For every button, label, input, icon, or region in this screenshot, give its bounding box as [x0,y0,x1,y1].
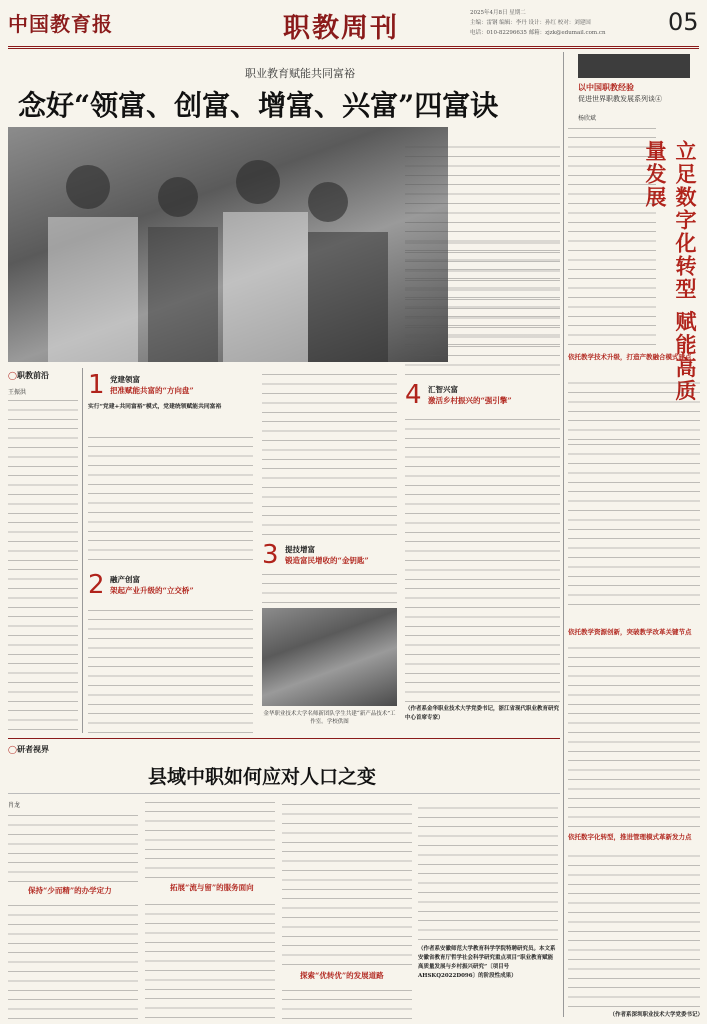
bottom-headline: 县域中职如何应对人口之变 [148,766,377,788]
section-divider [8,738,560,739]
section-4-body [405,412,560,702]
column-divider-right [563,52,564,1017]
section-1-body [88,432,253,560]
newspaper-masthead: 中国教育报 [8,12,113,36]
right-feature-body-2 [568,380,700,440]
contact-info: 电话：010-82296635 邮箱：zjzk@edumail.com.cn [470,30,606,36]
section-subtitle-3: 锻造富民增收的“金钥匙” [285,556,369,565]
column-bullet-icon: ◯ [8,370,17,380]
right-feature-body-1 [568,125,656,345]
section-number-3: 3 [262,540,279,570]
bottom-fund-note: （作者系安徽师范大学教育科学学院特聘研究员。本文系安徽省教育厅哲学社会科学研究重点项目“职业教育赋能高质量发展与乡村振兴研究”〔项目号AHSKQ2022D096〕的阶段性成果） [418,946,556,979]
kicker: 职业教育赋能共同富裕 [245,67,355,80]
bottom-col-2-body-b [145,896,275,1018]
header-rule-thin [8,48,699,49]
sidebar-column-name: 职教前沿 [16,370,49,380]
section-3-lead [262,573,397,603]
bottom-column-name: 研者视界 [16,744,49,754]
section-subtitle-2: 架起产业升级的“立交桥” [110,586,194,595]
main-author-note: （作者系金华职业技术大学党委书记，浙江省现代职业教育研究中心首席专家） [405,706,560,721]
section-number-4: 4 [405,380,422,410]
bottom-col-2-body-a [145,800,275,878]
photo-people-icon [8,127,448,362]
section-number-2: 2 [88,570,105,600]
bottom-col-3-body-b [282,985,412,1019]
right-feature-title: 立足数字化转型 赋能高质量发展 [643,140,698,403]
section-title-2: 融产创富 [110,575,140,584]
column-divider-left [82,368,83,733]
column-bullet-icon-2: ◯ [8,744,17,754]
right-feature-author: 杨欣斌 [578,115,597,122]
bottom-col-3-body-a [282,800,412,965]
sidebar-body [8,400,78,730]
right-feature-body-4 [568,642,700,827]
section-title-4: 汇智兴富 [428,385,458,394]
section-subtitle-1: 把准赋能共富的“方向盘” [110,386,194,395]
right-feature-body-5 [568,847,700,1007]
bottom-subhead-2: 拓展“流与留”的服务面向 [170,883,254,892]
section-title-3: 提技增富 [285,545,315,554]
secondary-photo [262,608,397,706]
bottom-col-1-body-a [8,812,138,882]
section-2-body [88,603,253,733]
issue-date: 2025年4月8日 星期二 [470,10,526,16]
photo-caption: 金华职业技术大学名师新团队学生共建“新产品技术”工作室。学校供图 [263,711,396,725]
page-number: 05 [668,8,699,36]
right-subhead-2: 依托教学资源创新，突破教学改革关键节点 [568,628,692,636]
lead-bold-text: 实行“党建+共同富裕”模式，党建统领赋能共同富裕 [88,404,222,410]
bottom-column-label [8,744,83,758]
right-subhead-1: 依托教学技术升级，打造产教融合模式建点 [568,353,692,361]
series-subtitle: 促进世界职教发展系列谈④ [578,95,662,103]
header-rule [8,46,699,47]
right-subhead-3: 依托数字化转型，推进管理模式革新发力点 [568,833,692,841]
bottom-col-4-body [418,800,558,940]
bottom-author: 肖龙 [8,802,21,809]
column-2-body [262,370,397,535]
right-feature-body-3 [568,440,700,605]
section-subtitle-4: 激活乡村振兴的“强引擎” [428,396,512,405]
right-author-note: （作者系深圳职业技术大学党委书记） [609,1012,703,1018]
column-3-body-mid [405,235,560,375]
sidebar-author: 王振洪 [8,389,27,396]
bottom-subhead-3: 探索“优转优”的发展道路 [300,971,384,980]
section-number-1: 1 [88,370,105,400]
series-brand: 以中国职教经验 [578,82,634,92]
bottom-col-1-body-b [8,899,138,1019]
bottom-subhead-1: 保持“少而精”的办学定力 [28,886,112,895]
series-logo-box [578,54,690,78]
sidebar-column-label [8,370,78,384]
main-headline: 念好“领富、创富、增富、兴富”四富诀 [18,89,499,122]
bottom-headline-rule [8,793,560,794]
section-title-1: 党建领富 [110,375,140,384]
editor-credits: 主编：雷钢 编辑：李丹 设计：孙红 校对：刘建国 [470,20,591,26]
main-photo [8,127,448,362]
section-title: 职教周刊 [283,13,399,44]
